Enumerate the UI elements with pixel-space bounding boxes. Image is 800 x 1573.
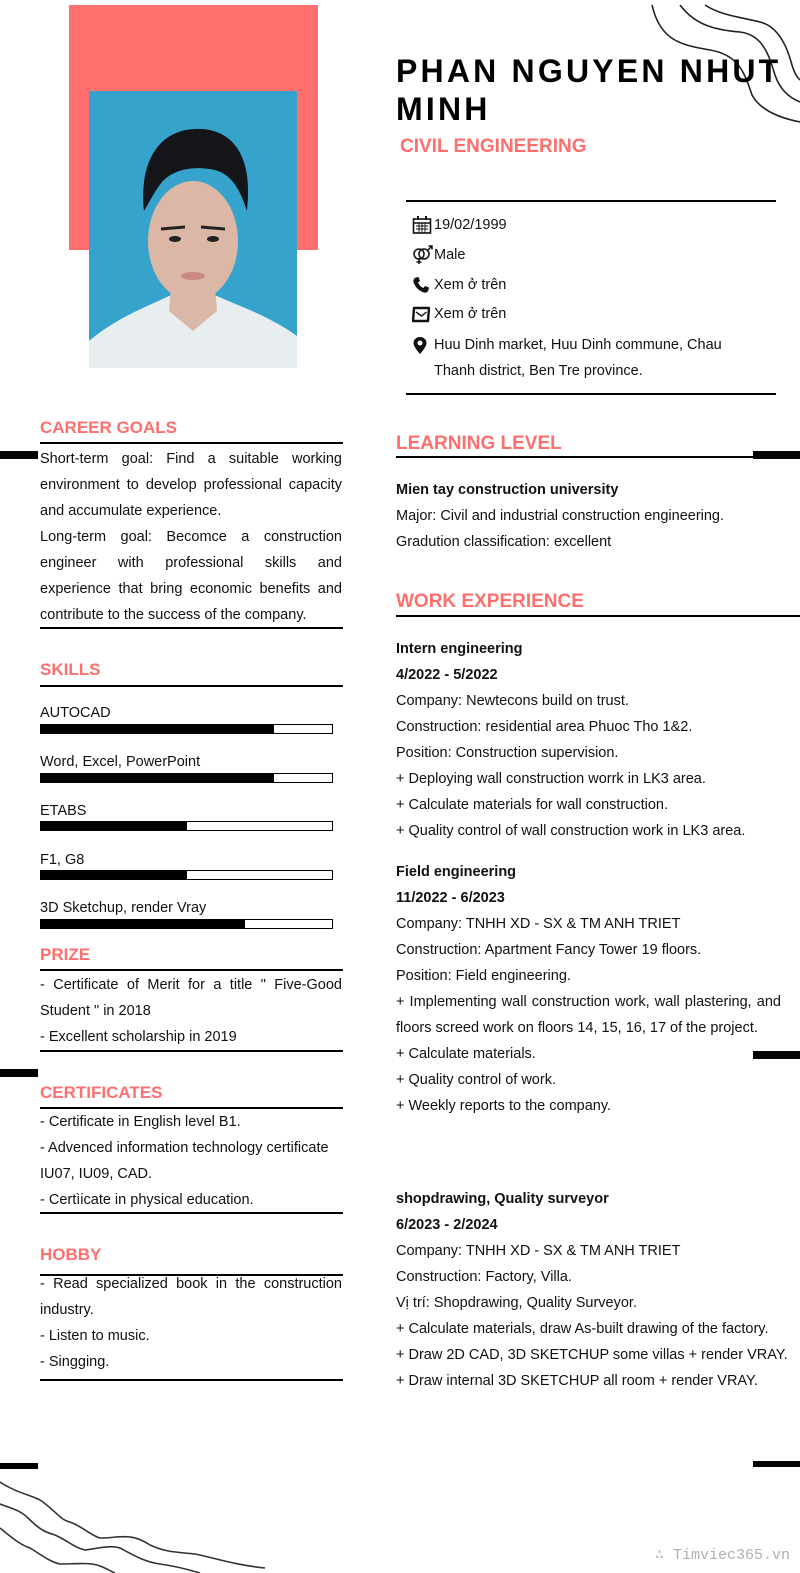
job-detail: + Deploying wall construction worrk in LK3 area.	[396, 771, 706, 787]
school-name: Mien tay construction university	[396, 482, 619, 498]
divider	[40, 685, 343, 687]
wave-decoration-bottom	[0, 1470, 300, 1573]
education-entry	[396, 477, 781, 555]
education-detail: Gradution classification: excellent	[396, 534, 612, 550]
job-entry	[396, 1186, 788, 1394]
calendar-icon	[412, 212, 434, 238]
job-period: 11/2022 - 6/2023	[396, 890, 505, 906]
job-detail: Company: TNHH XD - SX & TM ANH TRIET	[396, 1243, 681, 1259]
skill-name: ETABS	[40, 803, 87, 819]
career-goals-title: CAREER GOALS	[40, 418, 177, 437]
skill-level	[41, 920, 245, 928]
job-detail: + Weekly reports to the company.	[396, 1098, 612, 1114]
job-position: Field engineering	[396, 864, 517, 880]
job-period: 4/2022 - 5/2022	[396, 667, 498, 683]
divider	[40, 627, 343, 629]
hobby-item: - Listen to music.	[40, 1328, 150, 1344]
job-detail: + Calculate materials, draw As-built drawing of the factory.	[396, 1321, 769, 1337]
job-position: Intern engineering	[396, 641, 523, 657]
skill-level	[41, 774, 274, 782]
certificate-item: - Advenced information technology certificate IU07, IU09, CAD.	[40, 1140, 329, 1182]
skill-name: Word, Excel, PowerPoint	[40, 754, 201, 770]
job-detail: + Quality control of wall construction work in LK3 area.	[396, 823, 746, 839]
certificate-item: - Certificate in English level B1.	[40, 1114, 241, 1130]
hobby-item: - Read specialized book in the construction industry.	[40, 1276, 342, 1318]
prize-title: PRIZE	[40, 945, 91, 964]
job-entry	[396, 859, 781, 1119]
prize-list	[40, 972, 342, 1050]
job-detail: Vị trí: Shopdrawing, Quality Surveyor.	[396, 1295, 637, 1311]
gender-icon	[412, 242, 434, 268]
deco-block	[0, 1069, 38, 1077]
job-detail: + Draw internal 3D SKETCHUP all room + render VRAY.	[396, 1373, 758, 1389]
job-detail: + Calculate materials.	[396, 1046, 536, 1062]
profile-photo	[89, 91, 297, 368]
divider	[396, 456, 756, 458]
divider	[40, 1379, 343, 1381]
job-detail: + Calculate materials for wall construction.	[396, 797, 668, 813]
divider	[40, 1212, 343, 1214]
divider	[40, 1050, 343, 1052]
job-detail: + Draw 2D CAD, 3D SKETCHUP some villas + render VRAY.	[396, 1347, 788, 1363]
certificates-list	[40, 1109, 342, 1213]
contact-birthday	[412, 212, 507, 238]
contact-gender	[412, 242, 465, 268]
contact-email	[412, 301, 506, 327]
prize-item: - Excellent scholarship in 2019	[40, 1029, 237, 1045]
portrait-image	[89, 91, 297, 368]
birthday-value: 19/02/1999	[434, 217, 507, 233]
skill-bar	[40, 870, 333, 880]
deco-block	[753, 451, 800, 459]
skill-name: AUTOCAD	[40, 705, 111, 721]
job-detail: Construction: Apartment Fancy Tower 19 floors.	[396, 942, 702, 958]
job-position: shopdrawing, Quality surveyor	[396, 1191, 609, 1207]
divider	[396, 615, 800, 617]
job-detail: Position: Construction supervision.	[396, 745, 619, 761]
job-period: 6/2023 - 2/2024	[396, 1217, 498, 1233]
job-entry	[396, 636, 781, 844]
divider	[406, 393, 776, 395]
skill-level	[41, 725, 274, 733]
certificates-title: CERTIFICATES	[40, 1083, 163, 1102]
job-detail: Company: Newtecons build on trust.	[396, 693, 629, 709]
phone-icon	[412, 272, 434, 298]
skill-level	[41, 871, 187, 879]
watermark: ∴ Timviec365.vn	[654, 1547, 790, 1564]
job-detail: + Quality control of work.	[396, 1072, 556, 1088]
job-title: CIVIL ENGINEERING	[400, 136, 587, 157]
gender-value: Male	[434, 247, 466, 263]
phone-value: Xem ở trên	[434, 277, 507, 293]
contact-phone	[412, 272, 506, 298]
certificate-item: - Certìicate in physical education.	[40, 1192, 254, 1208]
email-icon	[412, 301, 434, 327]
email-value: Xem ở trên	[434, 306, 507, 322]
divider	[40, 442, 343, 444]
hobby-list	[40, 1271, 342, 1375]
deco-block	[753, 1461, 800, 1467]
divider	[40, 969, 343, 971]
deco-block	[0, 451, 38, 459]
job-detail: + Implementing wall construction work, wall plastering, and floors screed work on floors 14, 15, 16, 17 of the project.	[396, 994, 781, 1036]
short-term-goal: Short-term goal: Find a suitable working environment to develop professional capacity and accumulate experience.	[40, 451, 342, 519]
skill-name: 3D Sketchup, render Vray	[40, 900, 207, 916]
skills-title: SKILLS	[40, 660, 101, 679]
career-goals-text	[40, 446, 342, 628]
long-term-goal: Long-term goal: Becomce a construction engineer with professional skills and experience that bring economic benefits and contribute to the success of the company.	[40, 529, 342, 623]
hobby-title: HOBBY	[40, 1245, 102, 1264]
skill-bar	[40, 773, 333, 783]
location-icon	[412, 332, 434, 358]
contact-address	[412, 332, 742, 384]
job-detail: Construction: Factory, Villa.	[396, 1269, 572, 1285]
job-detail: Position: Field engineering.	[396, 968, 571, 984]
prize-item: - Certificate of Merit for a title " Five-Good Student " in 2018	[40, 977, 342, 1019]
address-value: Huu Dinh market, Huu Dinh commune, Chau Thanh district, Ben Tre province.	[434, 337, 722, 379]
job-detail: Construction: residential area Phuoc Tho 1&2.	[396, 719, 693, 735]
education-detail: Major: Civil and industrial construction engineering.	[396, 508, 725, 524]
hobby-item: - Singging.	[40, 1354, 110, 1370]
work-experience-title: WORK EXPERIENCE	[396, 591, 584, 612]
skill-bar	[40, 821, 333, 831]
learning-level-title: LEARNING LEVEL	[396, 433, 562, 454]
skill-bar	[40, 724, 333, 734]
skill-level	[41, 822, 187, 830]
divider	[406, 200, 776, 202]
deco-block	[0, 1463, 38, 1469]
job-detail: Company: TNHH XD - SX & TM ANH TRIET	[396, 916, 681, 932]
skill-name: F1, G8	[40, 852, 85, 868]
candidate-name: PHAN NGUYEN NHUT MINH	[396, 53, 782, 127]
skill-bar	[40, 919, 333, 929]
